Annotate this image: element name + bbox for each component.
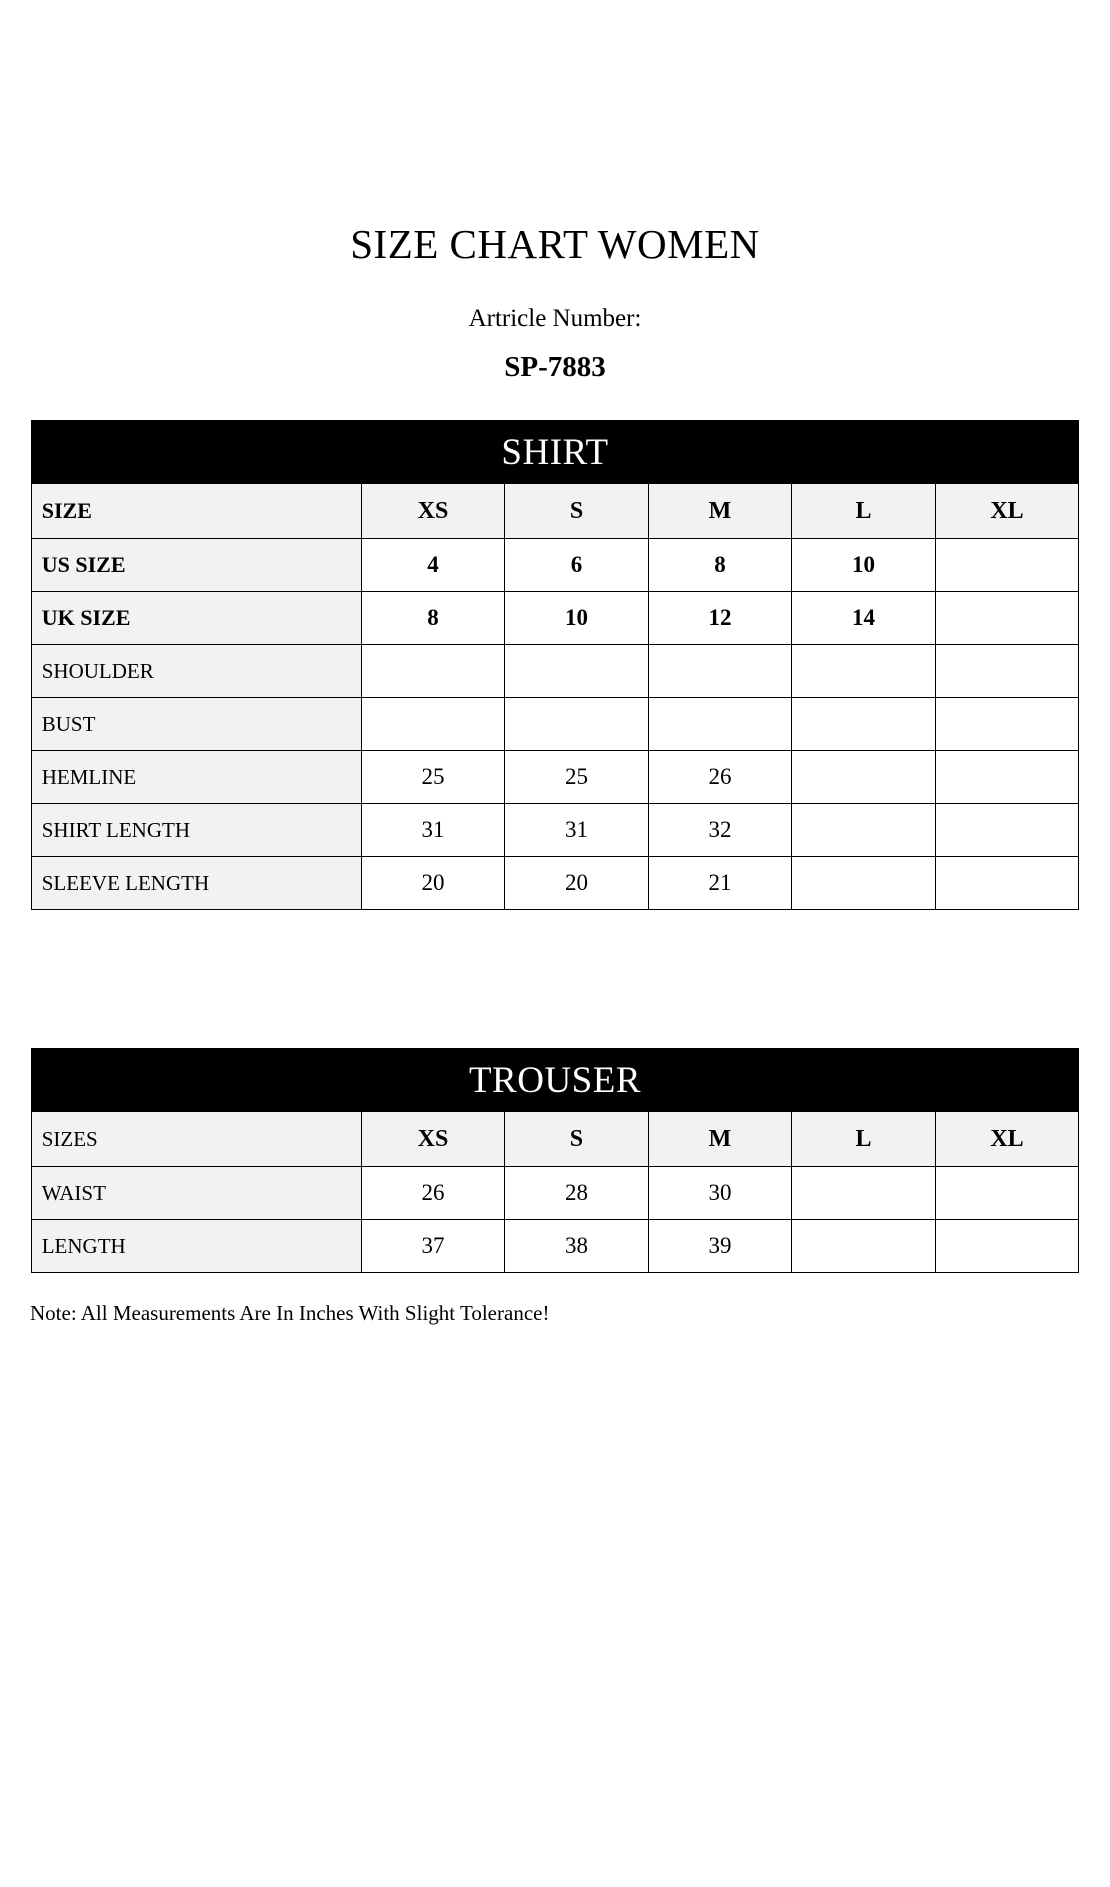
shirt-row-label-shoulder: SHOULDER [31, 645, 361, 698]
trouser-row-label-length: LENGTH [31, 1220, 361, 1273]
trouser-row-label-waist: WAIST [31, 1167, 361, 1220]
shirt-cell-hemline-xs: 25 [361, 751, 505, 804]
shirt-cell-uk-size-xl [935, 592, 1079, 645]
shirt-cell-shoulder-s [505, 645, 649, 698]
shirt-row-label-uk-size: UK SIZE [31, 592, 361, 645]
shirt-cell-uk-size-s: 10 [505, 592, 649, 645]
table-row [31, 421, 1079, 484]
trouser-header-m: M [648, 1112, 792, 1167]
shirt-cell-shoulder-m [648, 645, 792, 698]
shirt-cell-us-size-xs: 4 [361, 539, 505, 592]
trouser-cell-waist-l [792, 1167, 936, 1220]
shirt-cell-sleeve-length-l [792, 857, 936, 910]
shirt-cell-sleeve-length-m: 21 [648, 857, 792, 910]
table-row [31, 1112, 1079, 1167]
shirt-cell-shirt-length-xl [935, 804, 1079, 857]
shirt-cell-bust-xl [935, 698, 1079, 751]
trouser-cell-length-xl [935, 1220, 1079, 1273]
article-number-value: SP-7883 [504, 351, 606, 384]
trouser-cell-length-l [792, 1220, 936, 1273]
table-row [31, 1049, 1079, 1112]
shirt-cell-hemline-xl [935, 751, 1079, 804]
shirt-cell-shoulder-xl [935, 645, 1079, 698]
shirt-row-label-sleeve-length: SLEEVE LENGTH [31, 857, 361, 910]
trouser-header-l: L [792, 1112, 936, 1167]
trouser-cell-waist-xl [935, 1167, 1079, 1220]
table-row [31, 539, 1079, 592]
shirt-row-label-shirt-length: SHIRT LENGTH [31, 804, 361, 857]
trouser-cell-length-m: 39 [648, 1220, 792, 1273]
trouser-header-s: S [505, 1112, 649, 1167]
trouser-cell-waist-m: 30 [648, 1167, 792, 1220]
trouser-cell-waist-xs: 26 [361, 1167, 505, 1220]
shirt-header-s: S [505, 484, 649, 539]
shirt-cell-uk-size-xs: 8 [361, 592, 505, 645]
shirt-cell-us-size-m: 8 [648, 539, 792, 592]
trouser-cell-length-s: 38 [505, 1220, 649, 1273]
shirt-cell-shirt-length-s: 31 [505, 804, 649, 857]
shirt-header-xs: XS [361, 484, 505, 539]
shirt-cell-hemline-s: 25 [505, 751, 649, 804]
shirt-cell-sleeve-length-s: 20 [505, 857, 649, 910]
shirt-cell-bust-l [792, 698, 936, 751]
trouser-cell-waist-s: 28 [505, 1167, 649, 1220]
shirt-cell-bust-m [648, 698, 792, 751]
shirt-cell-hemline-m: 26 [648, 751, 792, 804]
shirt-header-label: SIZE [31, 484, 361, 539]
shirt-cell-uk-size-m: 12 [648, 592, 792, 645]
shirt-cell-shoulder-xs [361, 645, 505, 698]
article-number-label: Artricle Number: [468, 305, 642, 333]
shirt-cell-bust-xs [361, 698, 505, 751]
table-row [31, 592, 1079, 645]
table-row [31, 1167, 1079, 1220]
shirt-row-label-hemline: HEMLINE [31, 751, 361, 804]
shirt-header-m: M [648, 484, 792, 539]
shirt-cell-shirt-length-xs: 31 [361, 804, 505, 857]
trouser-band-title: TROUSER [31, 1049, 1079, 1112]
shirt-cell-bust-s [505, 698, 649, 751]
table-row [31, 484, 1079, 539]
trouser-size-table [31, 1048, 1080, 1273]
trouser-header-xl: XL [935, 1112, 1079, 1167]
shirt-row-label-bust: BUST [31, 698, 361, 751]
shirt-cell-shoulder-l [792, 645, 936, 698]
measurement-note: Note: All Measurements Are In Inches With Slight Tolerance! [30, 1301, 550, 1326]
table-row [31, 857, 1079, 910]
table-row [31, 1220, 1079, 1273]
table-row [31, 804, 1079, 857]
shirt-cell-us-size-xl [935, 539, 1079, 592]
shirt-cell-hemline-l [792, 751, 936, 804]
shirt-cell-sleeve-length-xs: 20 [361, 857, 505, 910]
table-row [31, 698, 1079, 751]
size-chart-page [0, 222, 1110, 1887]
shirt-row-label-us-size: US SIZE [31, 539, 361, 592]
shirt-cell-uk-size-l: 14 [792, 592, 936, 645]
table-row [31, 645, 1079, 698]
shirt-cell-shirt-length-m: 32 [648, 804, 792, 857]
trouser-header-xs: XS [361, 1112, 505, 1167]
table-row [31, 751, 1079, 804]
shirt-cell-us-size-s: 6 [505, 539, 649, 592]
shirt-cell-sleeve-length-xl [935, 857, 1079, 910]
trouser-header-label: SIZES [31, 1112, 361, 1167]
shirt-size-table [31, 420, 1080, 910]
page-title: SIZE CHART WOMEN [350, 221, 760, 267]
shirt-band-title: SHIRT [31, 421, 1079, 484]
shirt-cell-shirt-length-l [792, 804, 936, 857]
shirt-header-xl: XL [935, 484, 1079, 539]
trouser-cell-length-xs: 37 [361, 1220, 505, 1273]
shirt-header-l: L [792, 484, 936, 539]
shirt-cell-us-size-l: 10 [792, 539, 936, 592]
